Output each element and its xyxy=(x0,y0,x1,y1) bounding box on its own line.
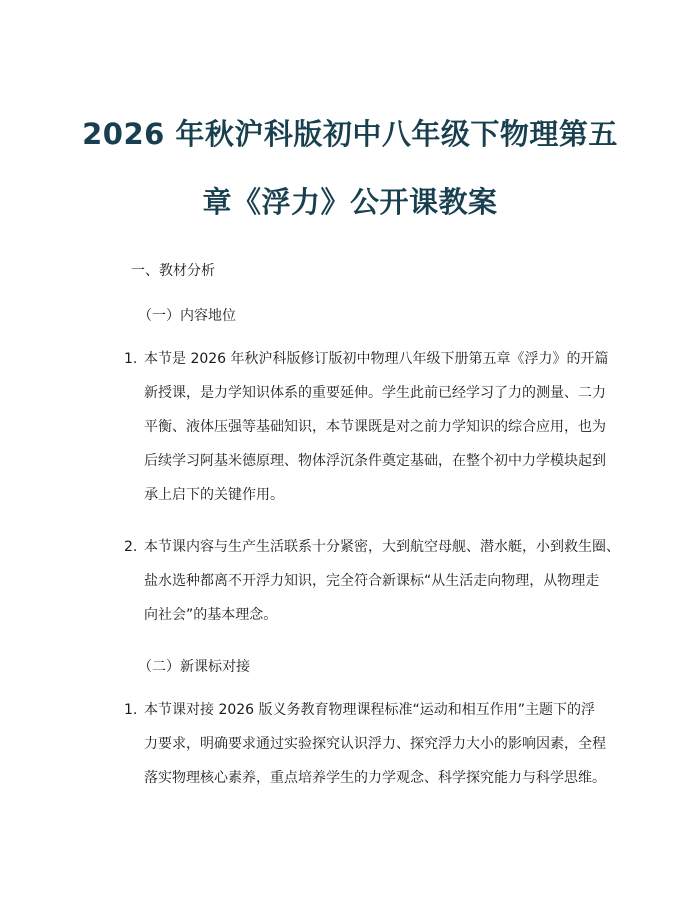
paragraph-line: 落实物理核心素养，重点培养学生的力学观念、科学探究能力与科学思维。 xyxy=(144,770,606,786)
paragraph-line: 本节是 2026 年秋沪科版修订版初中物理八年级下册第五章《浮力》的开篇 xyxy=(144,351,609,367)
paragraph-line: 本节课内容与生产生活联系十分紧密，大到航空母舰、潜水艇，小到救生圈、 xyxy=(144,539,620,555)
paragraph-line: 向社会”的基本理念。 xyxy=(144,607,278,623)
list-item xyxy=(124,693,624,795)
subsection-heading-curriculum-standard: （二）新课标对接 xyxy=(138,659,250,675)
paragraph-line: 本节课对接 2026 版义务教育物理课程标准“运动和相互作用”主题下的浮 xyxy=(144,702,596,718)
section-heading-textbook-analysis: 一、教材分析 xyxy=(131,263,215,279)
paragraph-line: 力要求，明确要求通过实验探究认识浮力、探究浮力大小的影响因素，全程 xyxy=(144,736,606,752)
list-item-number: 1. xyxy=(124,702,138,718)
paragraph-line: 后续学习阿基米德原理、物体浮沉条件奠定基础，在整个初中力学模块起到 xyxy=(144,453,606,469)
list-item-number: 2. xyxy=(124,539,138,555)
paragraph-line: 平衡、液体压强等基础知识，本节课既是对之前力学知识的综合应用，也为 xyxy=(144,419,606,435)
paragraph-line: 新授课，是力学知识体系的重要延伸。学生此前已经学习了力的测量、二力 xyxy=(144,385,606,401)
document-title-line-1: 2026 年秋沪科版初中八年级下物理第五 xyxy=(82,117,618,151)
document-title-line-2: 章《浮力》公开课教案 xyxy=(202,185,498,219)
paragraph-line: 盐水选种都离不开浮力知识，完全符合新课标“从生活走向物理，从物理走 xyxy=(144,573,600,589)
list-item xyxy=(124,342,624,512)
paragraph-line: 承上启下的关键作用。 xyxy=(144,487,284,503)
list-item-number: 1. xyxy=(124,351,138,367)
list-item xyxy=(124,530,624,632)
subsection-heading-content-position: （一）内容地位 xyxy=(138,308,236,324)
